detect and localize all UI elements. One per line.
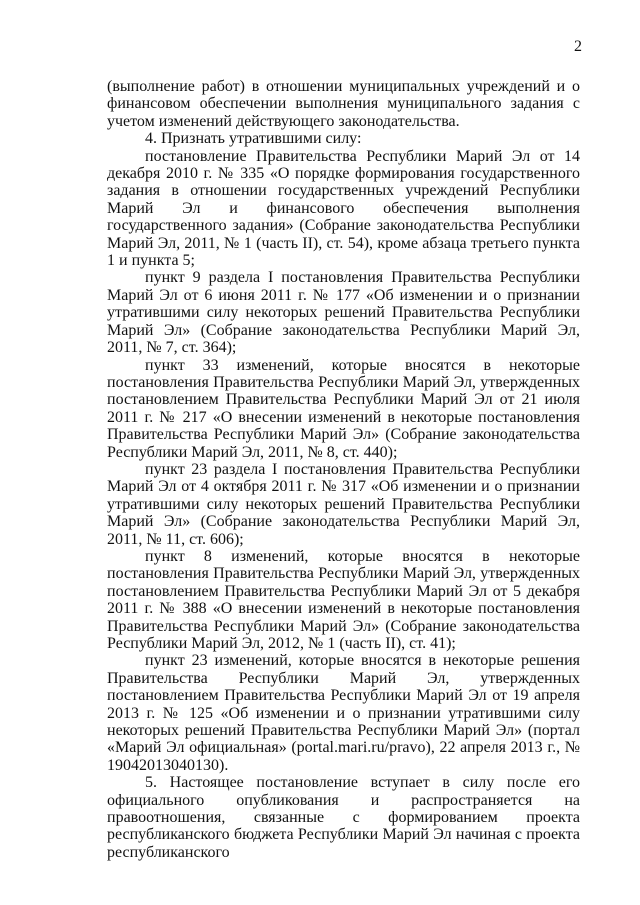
page-number: 2	[574, 38, 582, 55]
paragraph-repeal-resolution-177: пункт 9 раздела I постановления Правительства Республики Марий Эл от 6 июня 2011 г. № 177 «Об изменении и о признании утратившими силу некоторых решений Правительства Республики Марий Эл» (Собрание законодательства Республики Марий Эл, 2011, № 7, ст. 364);	[107, 269, 580, 357]
paragraph-repeal-resolution-317: пункт 23 раздела I постановления Правительства Республики Марий Эл от 4 октября 2011 г. № 317 «Об изменении и о признании утратившими силу некоторых решений Правительства Республики Марий Эл» (Собрание законодательства Республики Марий Эл, 2011, № 11, ст. 606);	[107, 460, 580, 548]
paragraph-intro-continuation: (выполнение работ) в отношении муниципальных учреждений и о финансовом обеспечении выполнения муниципального задания с учетом изменений действующего законодательства.	[107, 78, 580, 130]
paragraph-item-4-heading: 4. Признать утратившими силу:	[145, 130, 362, 148]
paragraph-repeal-resolution-217: пункт 33 изменений, которые вносятся в некоторые постановления Правительства Республики Марий Эл, утвержденных постановлением Правительства Республики Марий Эл от 21 июля 2011 г. № 217 «О внесении изменений в некоторые постановления Правительства Республики Марий Эл» (Собрание законодательства Республики Марий Эл, 2011, № 8, ст. 440);	[107, 356, 580, 461]
document-body	[107, 78, 580, 861]
paragraph-item-5-effective: 5. Настоящее постановление вступает в силу после его официального опубликования и распространяется на правоотношения, связанные с формированием проекта республиканского бюджета Республики Марий Эл начиная с проекта республиканского	[107, 774, 580, 861]
paragraph-repeal-resolution-388: пункт 8 изменений, которые вносятся в некоторые постановления Правительства Республики Марий Эл, утвержденных постановлением Правительства Республики Марий Эл от 5 декабря 2011 г. № 388 «О внесении изменений в некоторые постановления Правительства Республики Марий Эл» (Собрание законодательства Республики Марий Эл, 2012, № 1 (часть II), ст. 41);	[107, 547, 580, 652]
paragraph-repeal-resolution-125: пункт 23 изменений, которые вносятся в некоторые решения Правительства Республики Марий Эл, утвержденных постановлением Правительства Республики Марий Эл от 19 апреля 2013 г. № 125 «Об изменении и о признании утратившими силу некоторых решений Правительства Республики Марий Эл» (портал «Марий Эл официальная» (portal.mari.ru/pravo), 22 апреля 2013 г., № 19042013040130).	[107, 652, 580, 774]
paragraph-repeal-resolution-335: постановление Правительства Республики Марий Эл от 14 декабря 2010 г. № 335 «О порядке формирования государственного задания в отношении государственных учреждений Республики Марий Эл и финансового обеспечения выполнения государственного задания» (Собрание законодательства Республики Марий Эл, 2011, № 1 (часть II), ст. 54), кроме абзаца третьего пункта 1 и пункта 5;	[107, 147, 580, 270]
